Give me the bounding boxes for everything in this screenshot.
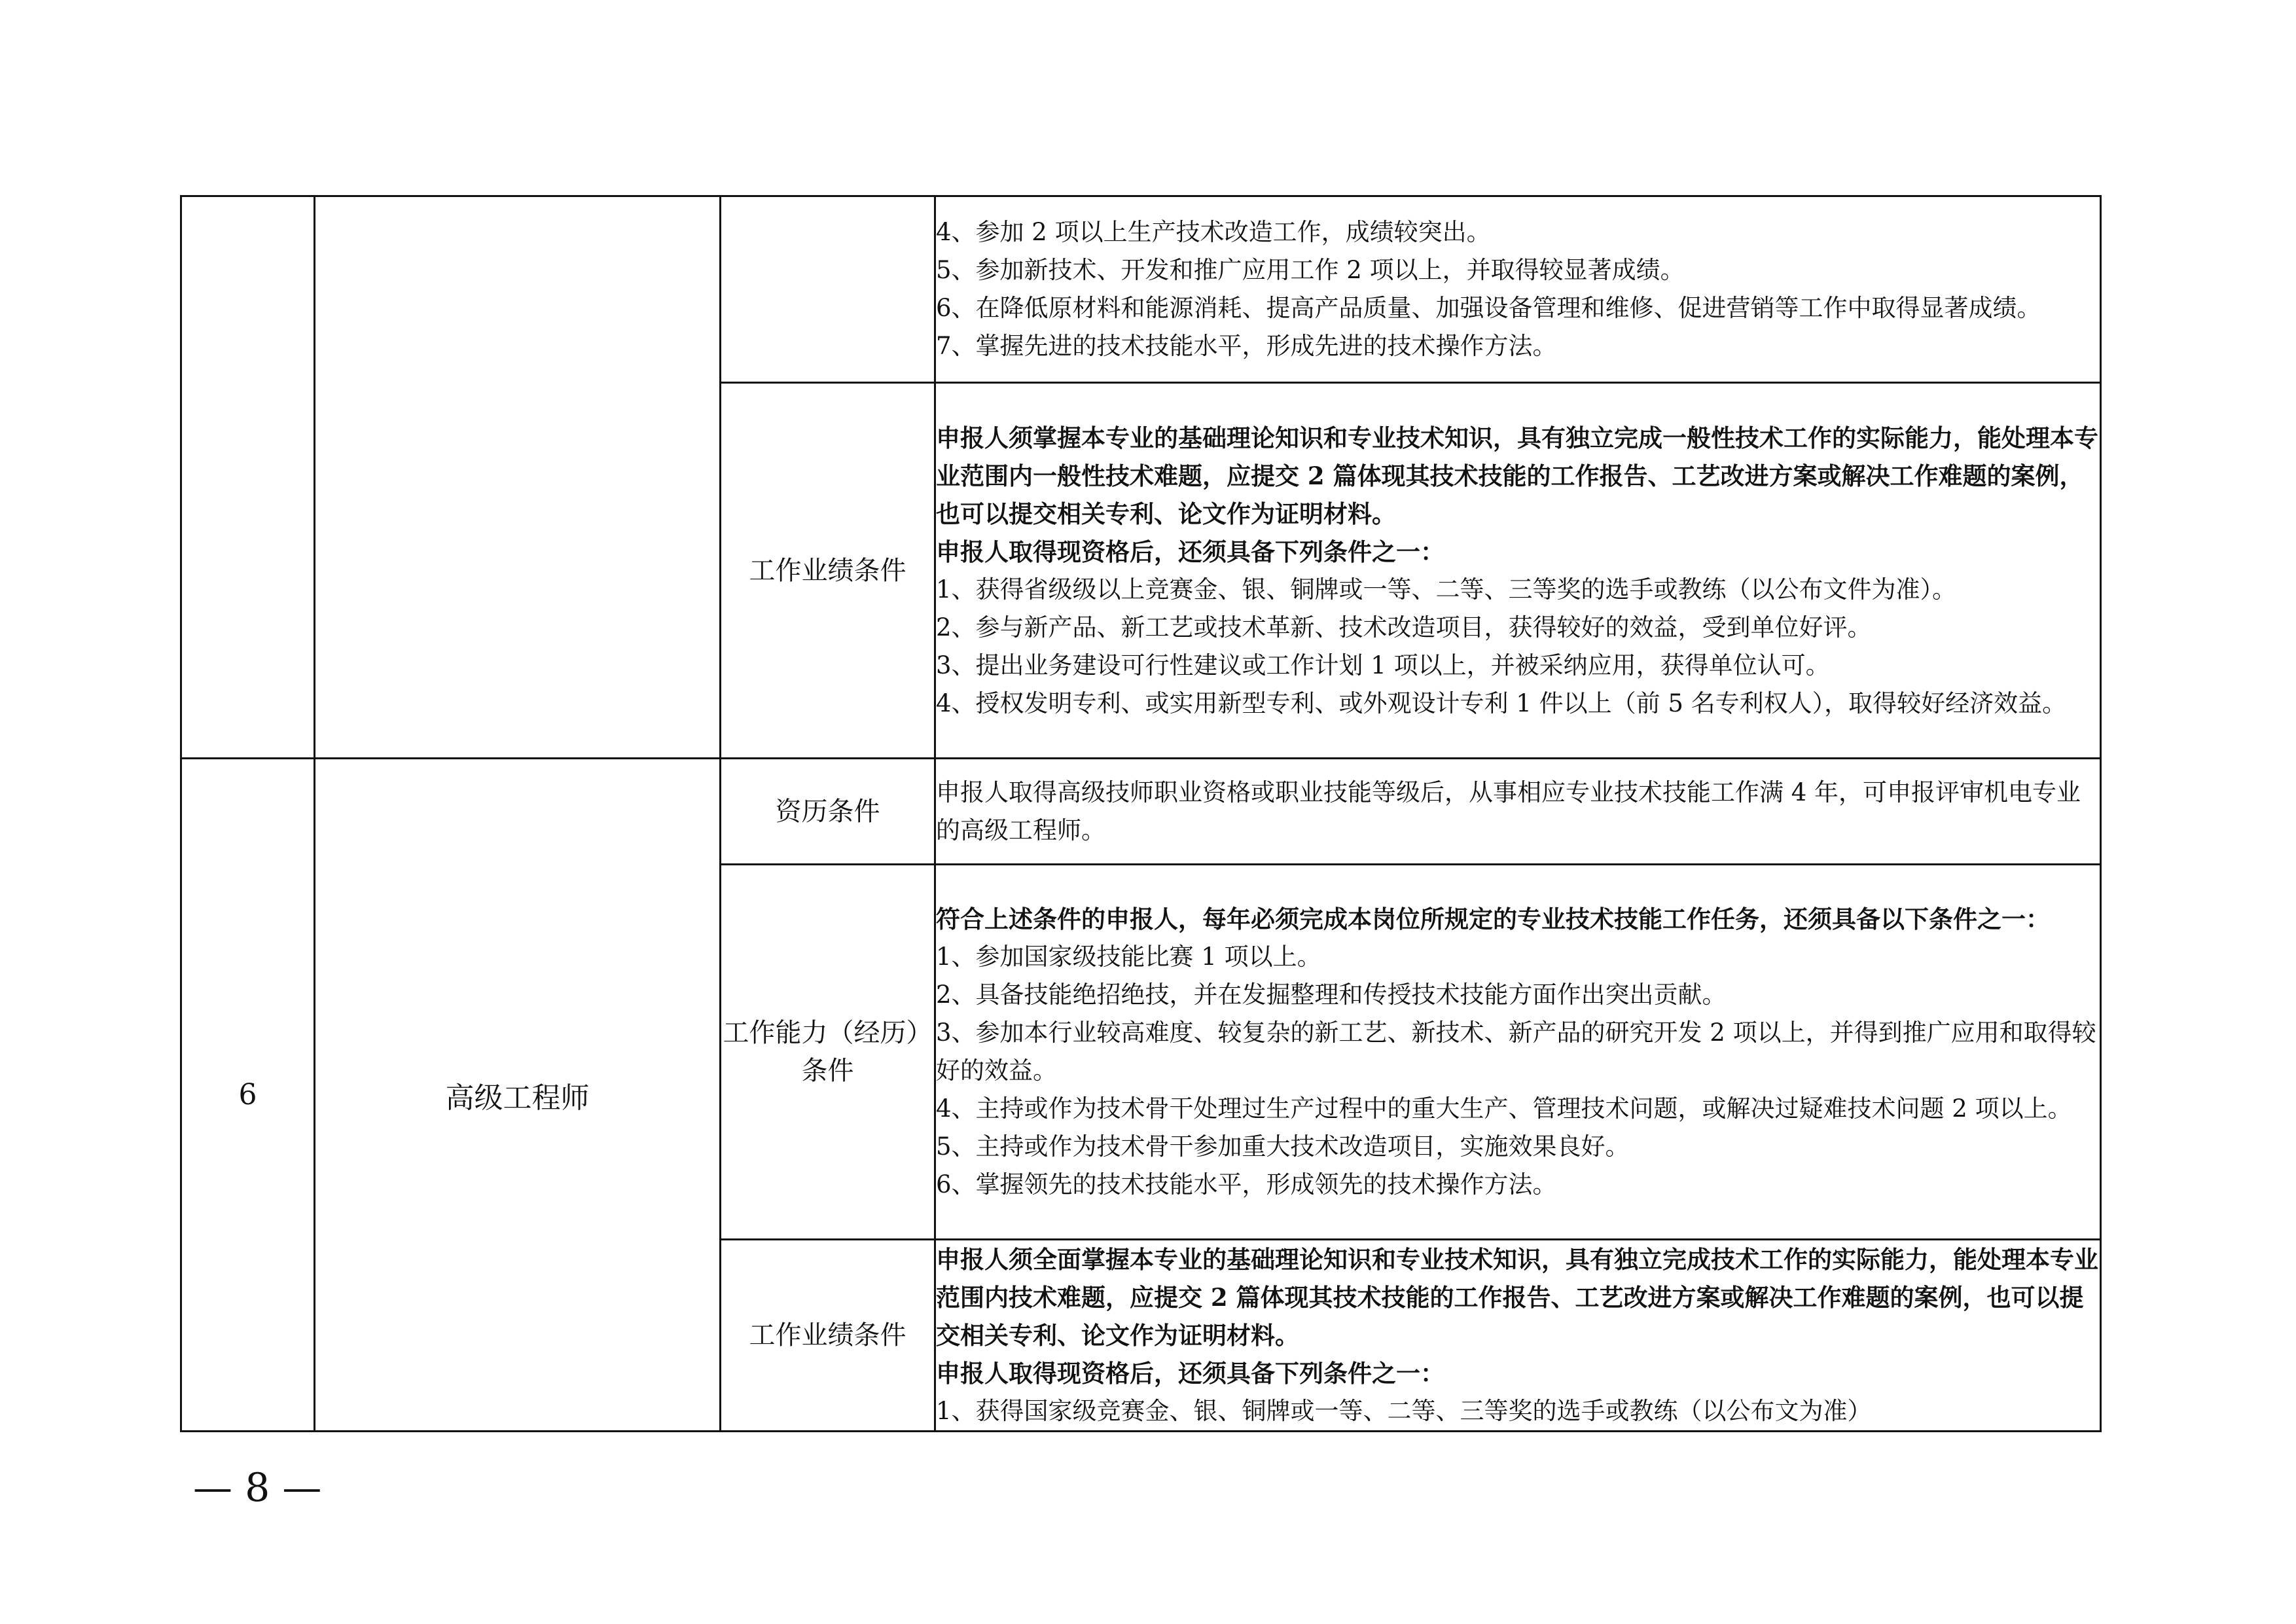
job-title: 高级工程师 [315,759,721,1432]
qualification-label: 资历条件 [721,759,935,865]
performance-item: 1、获得省级级以上竞赛金、银、铜牌或一等、二等、三等奖的选手或教练（以公布文件为准）。 [936,575,1957,604]
performance-item: 3、提出业务建设可行性建议或工作计划 1 项以上，并被采纳应用，获得单位认可。 [936,651,1830,679]
condition-item: 4、参加 2 项以上生产技术改造工作，成绩较突出。 [936,218,1491,246]
performance-intro: 申报人须掌握本专业的基础理论知识和专业技术知识，具有独立完成一般性技术工作的实际能力，能处理本专业范围内一般性技术难题，应提交 2 篇体现其技术技能的工作报告、工艺改进方案或解决工作难题的案例，也可以提交相关专利、论文作为证明材料。 [936,423,2098,528]
qualification-text-cell [935,759,2101,865]
ability-item: 2、具备技能绝招绝技，并在发掘整理和传授技术技能方面作出突出贡献。 [936,981,1727,1009]
row-number: 6 [181,759,315,1432]
performance-item: 4、授权发明专利、或实用新型专利、或外观设计专利 1 件以上（前 5 名专利权人），取得较好经济效益。 [936,689,2067,717]
table-row [181,759,2101,865]
performance-label: 工作业绩条件 [721,1240,935,1432]
qualification-table [180,195,2102,1432]
ability-item: 1、参加国家级技能比赛 1 项以上。 [936,943,1321,971]
condition-item: 7、掌握先进的技术技能水平，形成先进的技术操作方法。 [936,332,1557,360]
row-number-cell [181,196,315,759]
condition-text-cell [935,196,2101,383]
table-row [181,196,2101,383]
ability-item: 5、主持或作为技术骨干参加重大技术改造项目，实施效果良好。 [936,1132,1630,1161]
performance-requirement: 申报人取得现资格后，还须具备下列条件之一： [936,1359,1444,1388]
ability-item: 4、主持或作为技术骨干处理过生产过程中的重大生产、管理技术问题，或解决过疑难技术问题 2 项以上。 [936,1094,2072,1123]
performance-text-cell [935,383,2101,759]
performance-label: 工作业绩条件 [721,383,935,759]
condition-item: 5、参加新技术、开发和推广应用工作 2 项以上，并取得较显著成绩。 [936,256,1685,284]
ability-item: 6、掌握领先的技术技能水平，形成领先的技术操作方法。 [936,1170,1557,1199]
performance-text-cell [935,1240,2101,1432]
performance-item: 1、获得国家级竞赛金、银、铜牌或一等、二等、三等奖的选手或教练（以公布文为准） [936,1397,1872,1425]
performance-intro: 申报人须全面掌握本专业的基础理论知识和专业技术知识，具有独立完成技术工作的实际能力，能处理本专业范围内技术难题，应提交 2 篇体现其技术技能的工作报告、工艺改进方案或解决工作难题的案例，也可以提交相关专利、论文作为证明材料。 [936,1245,2098,1350]
ability-label: 工作能力（经历）条件 [721,865,935,1240]
ability-item: 3、参加本行业较高难度、较复杂的新工艺、新技术、新产品的研究开发 2 项以上，并得到推广应用和取得较好的效益。 [936,1019,2096,1085]
row-label-cell [721,196,935,383]
qualification-text: 申报人取得高级技师职业资格或职业技能等级后，从事相应专业技术技能工作满 4 年，可申报评审机电专业的高级工程师。 [936,778,2081,844]
ability-text-cell [935,865,2101,1240]
performance-item: 2、参与新产品、新工艺或技术革新、技术改造项目，获得较好的效益，受到单位好评。 [936,613,1872,641]
performance-requirement: 申报人取得现资格后，还须具备下列条件之一： [936,537,1444,566]
ability-intro: 符合上述条件的申报人，每年必须完成本岗位所规定的专业技术技能工作任务，还须具备以下条件之一： [936,905,2050,933]
condition-item: 6、在降低原材料和能源消耗、提高产品质量、加强设备管理和维修、促进营销等工作中取得显著成绩。 [936,294,2041,322]
row-title-cell [315,196,721,759]
page-number: — 8 — [193,1465,322,1511]
